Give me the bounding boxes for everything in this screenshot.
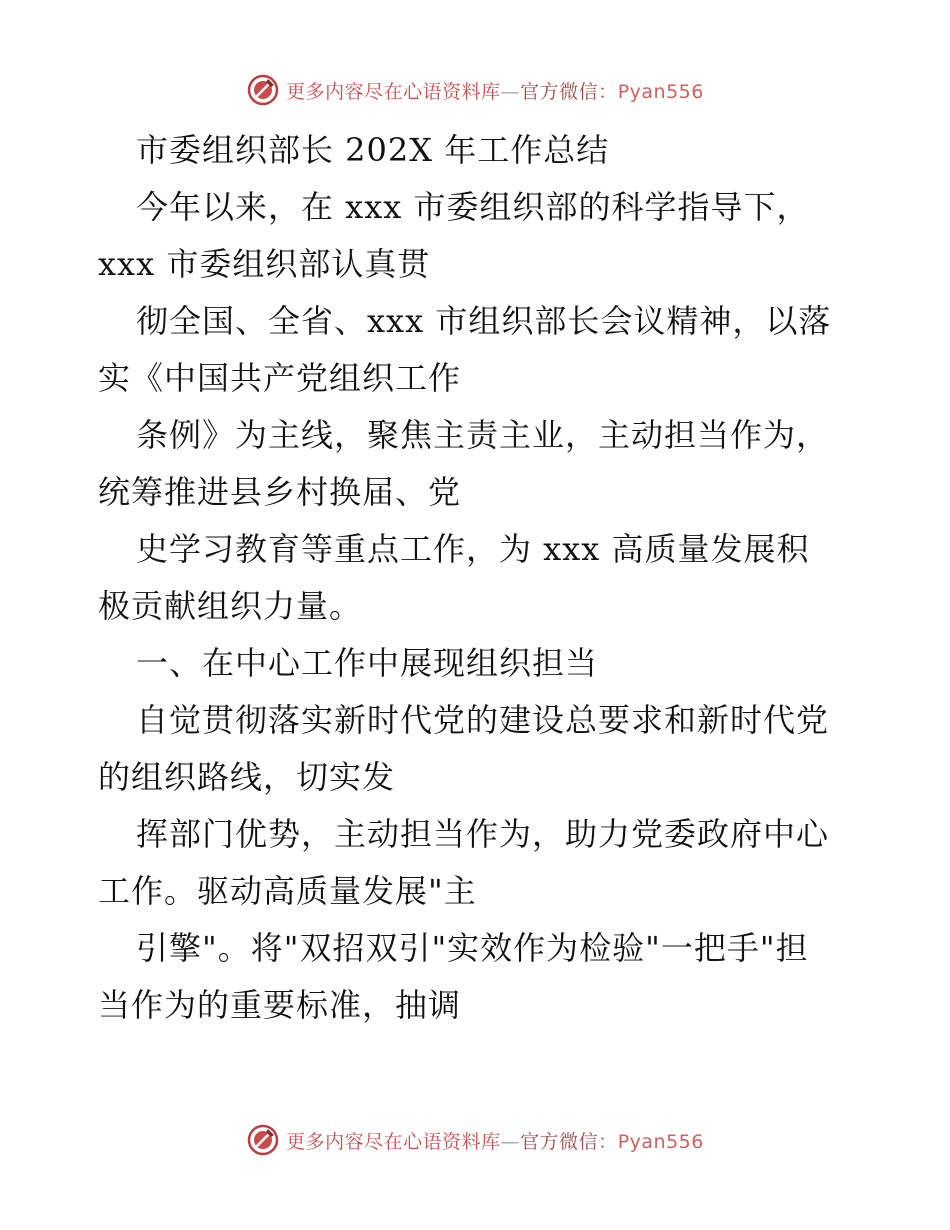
text-line: 当作为的重要标准，抽调	[98, 986, 462, 1024]
banner-separator: —	[500, 80, 521, 103]
banner-main-text: 更多内容尽在心语资料库	[286, 1130, 501, 1153]
text-line: xxx 市委组织部认真贯	[98, 245, 431, 283]
banner-label: 官方微信：	[520, 1130, 618, 1153]
text-line: 今年以来，在 xxx 市委组织部的科学指导下，	[136, 188, 810, 226]
text-line: 史学习教育等重点工作，为 xxx 高质量发展积	[136, 530, 810, 568]
document-body	[98, 122, 868, 1034]
banner-separator: —	[500, 1130, 521, 1153]
header-banner	[0, 70, 950, 110]
banner-text	[286, 77, 704, 104]
text-line: 工作。驱动高质量发展"主	[98, 872, 477, 910]
text-line: 引擎"。将"双招双引"实效作为检验"一把手"担	[136, 929, 809, 967]
text-line: 挥部门优势，主动担当作为，助力党委政府中心	[136, 815, 830, 853]
footer-banner	[0, 1120, 950, 1160]
text-line: 自觉贯彻落实新时代党的建设总要求和新时代党	[136, 701, 830, 739]
banner-label: 官方微信：	[520, 80, 618, 103]
banner-wechat-id: Pyan556	[617, 80, 704, 103]
text-line: 条例》为主线，聚焦主责主业，主动担当作为，	[136, 416, 830, 454]
text-line: 的组织路线，切实发	[98, 758, 396, 796]
text-line: 市委组织部长 202X 年工作总结	[136, 131, 610, 169]
text-line: 一、在中心工作中展现组织担当	[136, 644, 599, 682]
banner-wechat-id: Pyan556	[617, 1130, 704, 1153]
text-line: 统筹推进县乡村换届、党	[98, 473, 462, 511]
banner-main-text: 更多内容尽在心语资料库	[286, 80, 501, 103]
banner-text	[286, 1127, 704, 1154]
text-line: 彻全国、全省、xxx 市组织部长会议精神，以落	[136, 302, 832, 340]
seal-logo-icon	[246, 73, 280, 107]
seal-logo-icon	[246, 1123, 280, 1157]
text-line: 极贡献组织力量。	[98, 587, 363, 625]
text-line: 实《中国共产党组织工作	[98, 359, 462, 397]
